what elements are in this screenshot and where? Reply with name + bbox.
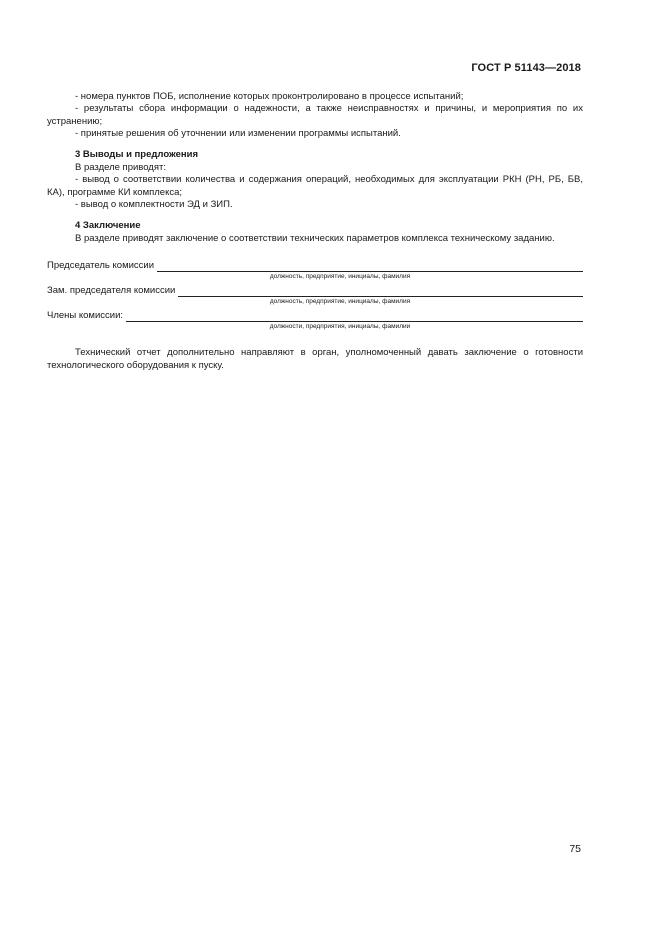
signature-block — [47, 259, 583, 331]
signature-caption: должности, предприятия, инициалы, фамилии — [269, 323, 411, 331]
signature-row-members — [47, 309, 583, 322]
list-item: - принятые решения об уточнении или изменении программы испытаний. — [75, 128, 401, 140]
signature-row-deputy — [47, 284, 583, 297]
section-heading-conclusions: 3 Выводы и предложения — [75, 148, 199, 160]
signature-line — [126, 311, 583, 322]
final-note: Технический отчет дополнительно направляют в орган, уполномоченный давать заключение о готовности технологического оборудования к пуску. — [47, 347, 583, 371]
signature-caption: должность, предприятие, инициалы, фамилия — [269, 298, 411, 306]
signature-caption: должность, предприятие, инициалы, фамилия — [269, 273, 411, 281]
signature-label: Зам. председателя комиссии — [47, 285, 176, 297]
list-item: - результаты сбора информации о надежности, а также неисправностях и причины, и мероприятия по их устранению; — [47, 103, 583, 127]
page-content — [47, 91, 583, 372]
section-heading-summary: 4 Заключение — [75, 219, 141, 231]
signature-label: Члены комиссии: — [47, 310, 124, 322]
section-intro: В разделе приводят: — [75, 162, 166, 174]
signature-line — [157, 261, 583, 272]
list-item: - вывод о соответствии количества и содержания операций, необходимых для эксплуатации РКН (РН, РБ, БВ, КА), программе КИ комплекса; — [47, 174, 583, 198]
document-header-id: ГОСТ Р 51143—2018 — [471, 62, 581, 74]
signature-line — [178, 286, 583, 297]
signature-row-chairman — [47, 259, 583, 272]
list-item: - вывод о комплектности ЭД и ЗИП. — [75, 199, 233, 211]
page-number: 75 — [569, 843, 581, 855]
section-text: В разделе приводят заключение о соответствии технических параметров комплекса техническому заданию. — [75, 233, 555, 245]
list-item: - номера пунктов ПОБ, исполнение которых проконтролировано в процессе испытаний; — [75, 91, 464, 102]
signature-label: Председатель комиссии — [47, 260, 155, 272]
